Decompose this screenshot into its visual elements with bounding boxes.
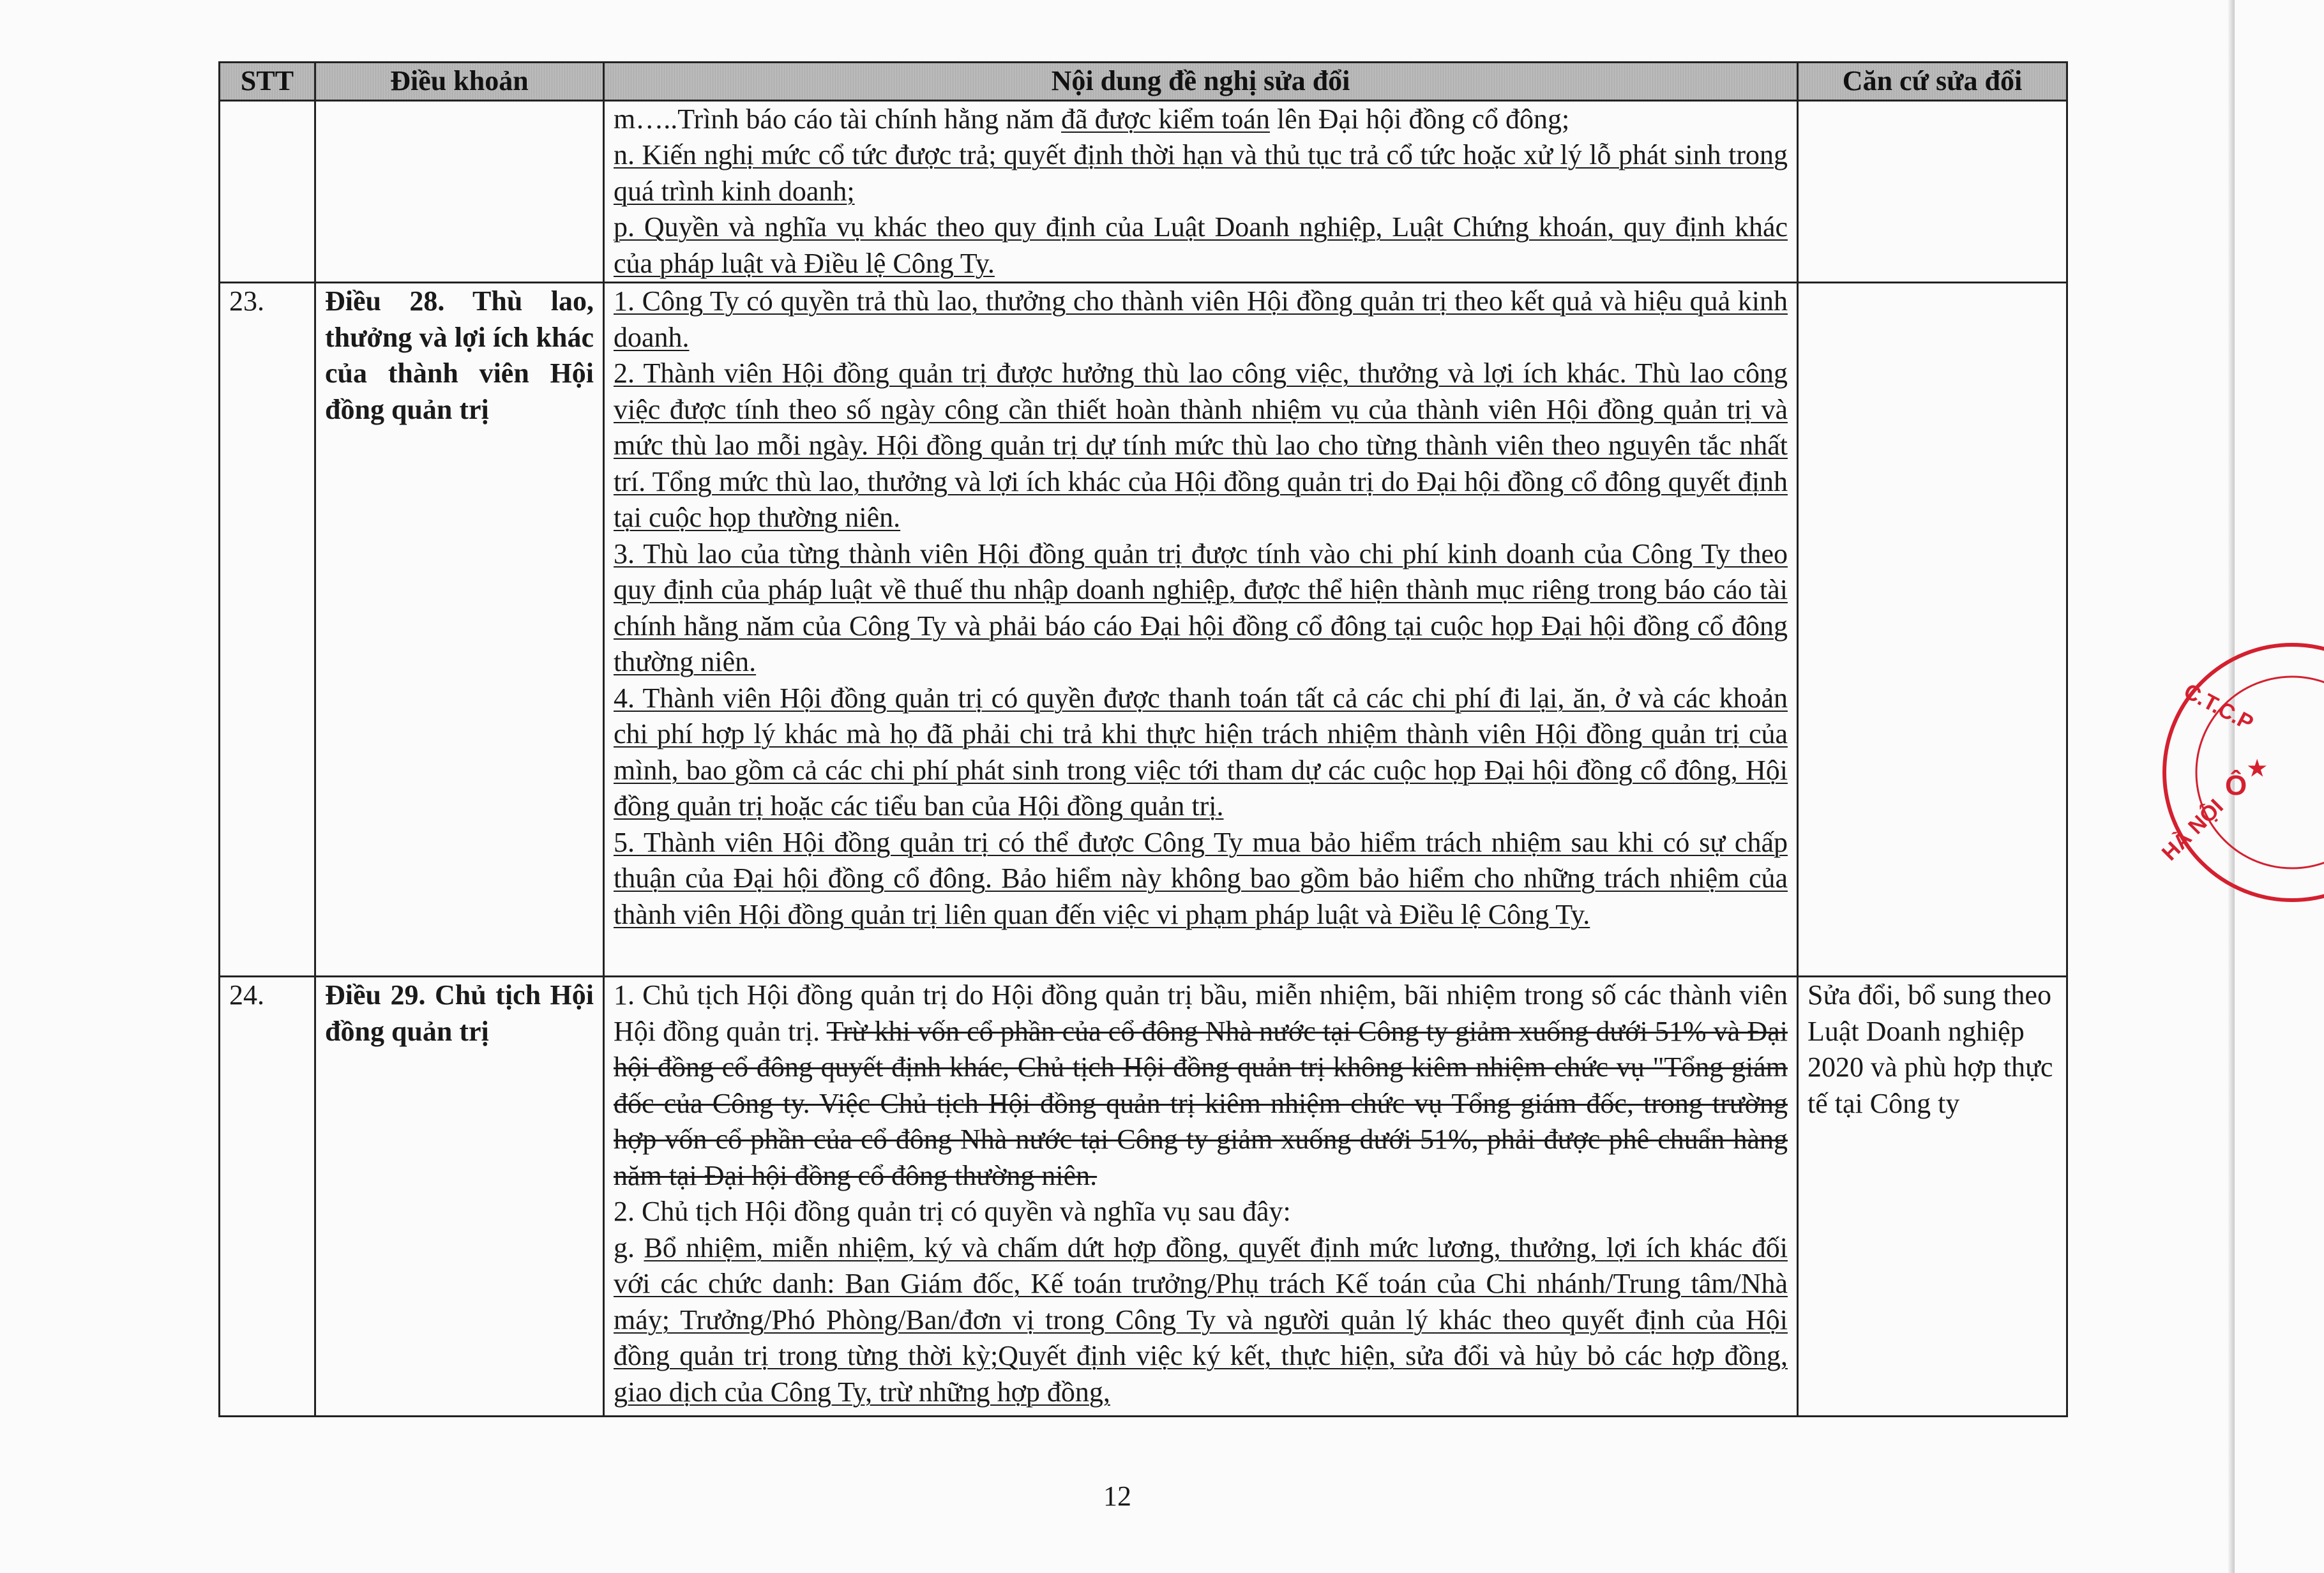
header-article: Điều khoản (315, 63, 604, 101)
table-row (220, 283, 2067, 977)
text-underlined: đã được kiểm toán (1061, 103, 1270, 135)
header-basis: Căn cứ sửa đổi (1798, 63, 2067, 101)
row-stt: 23. (220, 283, 315, 977)
content-paragraph-4: 4. Thành viên Hội đồng quản trị có quyền được thanh toán tất cả các chi phí đi lại, ăn, ở và các khoản chi phí hợp lý khác mà họ đã phải chi trả khi thực hiện trách nhiệm thành viên Hội đồng quản trị của mình, bao gồm cả các chi phí phát sinh trong việc tới tham dự các cuộc họp Đại hội đồng cổ đông, Hội đồng quản trị hoặc các tiểu ban của Hội đồng quản trị. (614, 682, 1788, 822)
svg-text:Ô: Ô (2225, 770, 2247, 801)
text-plain: m…..Trình báo cáo tài chính hằng năm (614, 103, 1062, 135)
row-article (315, 100, 604, 283)
text-plain: 1. Chủ tịch Hội đồng quản trị do Hội đồng quản trị bầu, miễn nhiệm, bãi nhiệm trong số các thành viên Hội đồng quản trị. (614, 979, 1788, 1047)
content-paragraph-3 (614, 1230, 1788, 1411)
row-content (604, 100, 1798, 283)
content-paragraph-2: 2. Thành viên Hội đồng quản trị được hưởng thù lao công việc, thưởng và lợi ích khác. Thù lao công việc được tính theo số ngày công cần thiết hoàn thành nhiệm vụ của thành viên Hội đồng quản trị và mức thù lao mỗi ngày. Hội đồng quản trị dự tính mức thù lao cho từng thành viên theo nguyên tắc nhất trí. Tổng mức thù lao, thưởng và lợi ích khác của Hội đồng quản trị do Đại hội đồng cổ đông quyết định tại cuộc họp thường niên. (614, 358, 1788, 533)
row-basis (1798, 100, 2067, 283)
content-paragraph-1: 1. Công Ty có quyền trả thù lao, thưởng cho thành viên Hội đồng quản trị theo kết quả và hiệu quả kinh doanh. (614, 285, 1788, 353)
page-number: 12 (1103, 1480, 1131, 1512)
row-stt (220, 100, 315, 283)
header-stt: STT (220, 63, 315, 101)
content-line-n: n. Kiến nghị mức cổ tức được trả; quyết định thời hạn và thủ tục trả cổ tức hoặc xử lý lỗ phát sinh trong quá trình kinh doanh; (614, 139, 1788, 207)
svg-text:★: ★ (2247, 756, 2267, 781)
text-plain: g. (614, 1231, 644, 1263)
text-plain: lên Đại hội đồng cổ đông; (1269, 103, 1570, 135)
page-edge-shadow (2228, 0, 2235, 1573)
content-paragraph-2: 2. Chủ tịch Hội đồng quản trị có quyền và nghĩa vụ sau đây: (614, 1196, 1291, 1227)
row-content (604, 977, 1798, 1417)
content-paragraph-3: 3. Thù lao của từng thành viên Hội đồng quản trị được tính vào chi phí kinh doanh của Công Ty theo quy định của pháp luật về thuế thu nhập doanh nghiệp, được thể hiện thành mục riêng trong báo cáo tài chính hằng năm của Công Ty và phải báo cáo Đại hội đồng cổ đông tại cuộc họp Đại hội đồng cổ đông thường niên. (614, 538, 1788, 677)
content-paragraph-5: 5. Thành viên Hội đồng quản trị có thể được Công Ty mua bảo hiểm trách nhiệm sau khi có sự chấp thuận của Đại hội đồng cổ đông. Bảo hiểm này không bao gồm bảo hiểm cho những trách nhiệm của thành viên Hội đồng quản trị liên quan đến việc vi phạm pháp luật và Điều lệ Công Ty. (614, 826, 1788, 930)
row-article: Điều 29. Chủ tịch Hội đồng quản trị (315, 977, 604, 1417)
svg-text:C.T.C.P: C.T.C.P (2180, 679, 2258, 736)
row-article: Điều 28. Thù lao, thưởng và lợi ích khác của thành viên Hội đồng quản trị (315, 283, 604, 977)
content-line-p: p. Quyền và nghĩa vụ khác theo quy định của Luật Doanh nghiệp, Luật Chứng khoán, quy định khác của pháp luật và Điều lệ Công Ty. (614, 211, 1788, 279)
content-paragraph-1 (614, 977, 1788, 1194)
row-basis (1798, 283, 2067, 977)
row-content (604, 283, 1798, 977)
svg-text:HÀ NỘI: HÀ NỘI (2157, 794, 2228, 866)
table-row (220, 100, 2067, 283)
row-stt: 24. (220, 977, 315, 1417)
text-struck-through: Trừ khi vốn cổ phần của cổ đông Nhà nước tại Công ty giảm xuống dưới 51% và Đại hội đồng cổ đông quyết định khác, Chủ tịch Hội đồng quản trị không kiêm nhiệm chức vụ "Tổng giám đốc của Công ty. Việc Chủ tịch Hội đồng quản trị kiêm nhiệm chức vụ Tổng giám đốc, trong trường hợp vốn cổ phần của cổ đông Nhà nước tại Công ty giảm xuống dưới 51%, phải được phê chuẩn hàng năm tại Đại hội đồng cổ đông thường niên. (614, 1015, 1788, 1191)
table-row (220, 977, 2067, 1417)
content-line-m (614, 102, 1788, 138)
amendment-table (218, 61, 2068, 1417)
table-header-row (220, 63, 2067, 101)
text-underlined: Bổ nhiệm, miễn nhiệm, ký và chấm dứt hợp đồng, quyết định mức lương, thưởng, lợi ích khác đối với các chức danh: Ban Giám đốc, Kế toán trưởng/Phụ trách Kế toán của Chi nhánh/Trung tâm/Nhà máy; Trưởng/Phó Phòng/Ban/đơn vị trong Công Ty và người quản lý khác theo quyết định của Hội đồng quản trị trong từng thời kỳ;Quyết định việc ký kết, thực hiện, sửa đổi và hủy bỏ các hợp đồng, giao dịch của Công Ty, trừ những hợp đồng, (614, 1231, 1788, 1408)
header-proposed-content: Nội dung đề nghị sửa đổi (604, 63, 1798, 101)
row-basis: Sửa đổi, bổ sung theo Luật Doanh nghiệp 2020 và phù hợp thực tế tại Công ty (1798, 977, 2067, 1417)
